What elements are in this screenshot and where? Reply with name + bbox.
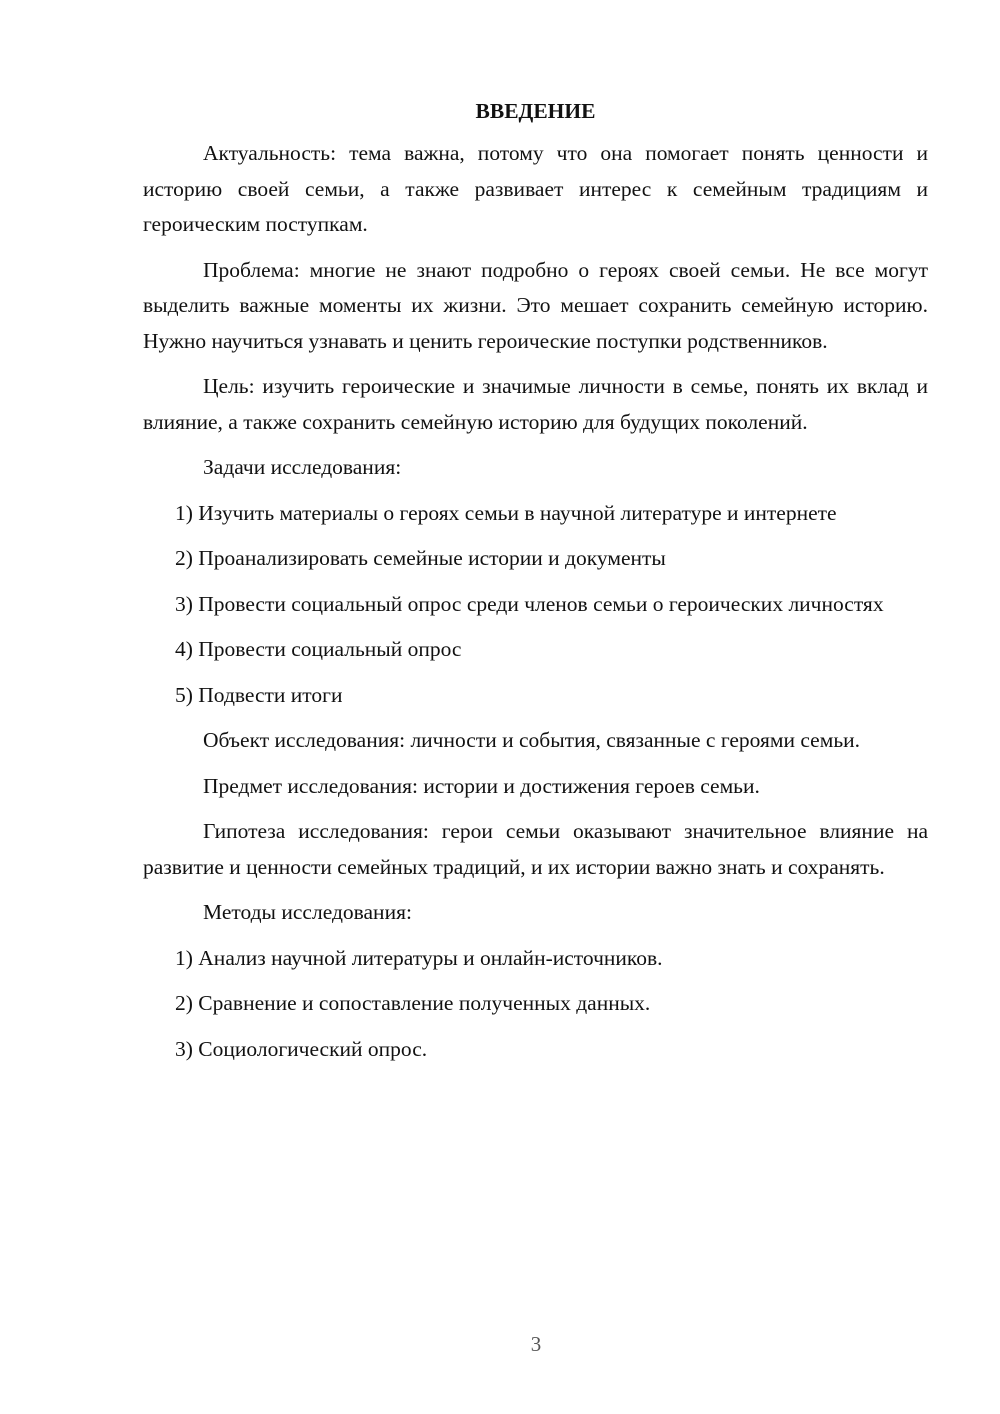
paragraph-problem: Проблема: многие не знают подробно о героях своей семьи. Не все могут выделить важные моменты их жизни. Это мешает сохранить семейную историю. Нужно научиться узнавать и ценить героические поступки родственников.	[143, 257, 928, 353]
method-item-1: 1) Анализ научной литературы и онлайн-источников.	[175, 945, 663, 970]
task-item-2: 2) Проанализировать семейные истории и документы	[175, 546, 666, 570]
task-item-5: 5) Подвести итоги	[175, 682, 343, 707]
method-item-3: 3) Социологический опрос.	[175, 1036, 428, 1061]
paragraph-object: Объект исследования: личности и события, связанные с героями семьи.	[203, 728, 861, 752]
paragraph-relevance: Актуальность: тема важна, потому что она помогает понять ценности и историю своей семьи, а также развивает интерес к семейным традициям и героическим поступкам.	[143, 141, 928, 236]
section-heading: ВВЕДЕНИЕ	[475, 99, 596, 123]
task-item-4: 4) Провести социальный опрос	[175, 637, 462, 661]
task-item-1: 1) Изучить материалы о героях семьи в научной литературе и интернете	[175, 500, 837, 525]
paragraph-subject: Предмет исследования: истории и достижения героев семьи.	[203, 773, 760, 798]
method-item-2: 2) Сравнение и сопоставление полученных данных.	[175, 991, 651, 1015]
paragraph-hypothesis: Гипотеза исследования: герои семьи оказывают значительное влияние на развитие и ценности семейных традиций, и их истории важно знать и сохранять.	[143, 819, 928, 879]
document-body	[143, 96, 928, 1077]
paragraph-tasks-intro: Задачи исследования:	[203, 455, 402, 479]
task-item-3: 3) Провести социальный опрос среди членов семьи о героических личностях	[175, 591, 884, 616]
paragraph-methods-intro: Методы исследования:	[203, 900, 412, 924]
page-number: 3	[530, 1332, 542, 1356]
paragraph-goal: Цель: изучить героические и значимые личности в семье, понять их вклад и влияние, а также сохранить семейную историю для будущих поколений.	[143, 374, 928, 434]
